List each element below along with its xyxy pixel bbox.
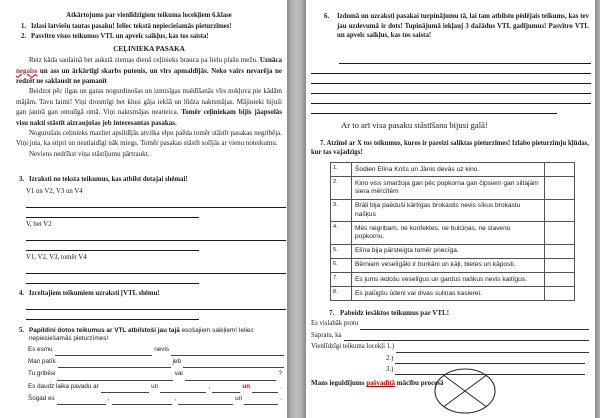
writing-line — [26, 207, 286, 208]
intro-task-item — [21, 22, 282, 32]
question-number: 4. — [19, 290, 25, 298]
row-number: 8. — [331, 287, 352, 301]
question-7-table-heading: 7. Atzīmē ar X tos teikumus, kuros ir pareizi saliktas pieturzīmes! Izlabo pieturzīmju kļūdas, kur tas vajadzīgs! — [311, 139, 589, 157]
question-label-rest: esošajiem saikļiem! Ieliec nepieciešamās pieturzīmes! — [29, 327, 254, 343]
completion-label: 2.) — [386, 354, 394, 362]
question-7b — [329, 308, 589, 318]
blank-line — [57, 395, 106, 405]
story-closing-sentence: Ar to arī visa pasaku stāstīšana bijusi galā! — [341, 119, 488, 130]
writing-line — [311, 84, 591, 94]
fill-text: Man patīk — [28, 357, 56, 365]
self-assessment-circle — [433, 367, 497, 415]
intro-item-text: Izlasi latviešu tautas pasaku! Ieliec tekstā nepieciešamās pieturzīmes! — [31, 23, 232, 30]
story-segment: Reiz kāda saulainā bet aukstā ziemas dienā ceļinieks brauca pa lielu plašu mežu. — [29, 56, 260, 65]
question-label: Pabeidz iesāktos teikumus par VTL! — [340, 309, 450, 318]
story-segment: un ass un ārkārtīgi skarbs putenis, un vīrs apmaldījās. Neko vairs nevarēja ne redzēt ne saklausīt ne pamanīt — [16, 66, 282, 85]
intro-item-number: 2. — [21, 32, 27, 40]
question-number: 6. — [324, 13, 330, 20]
row-sentence: Šodien Elīna Krišs un Jānis devās uz kino. — [352, 163, 545, 177]
table-row — [331, 244, 575, 258]
scheme-block — [26, 253, 282, 284]
mark-cell — [545, 199, 575, 221]
story-paragraph — [16, 55, 282, 86]
row-number: 2. — [331, 177, 352, 199]
story-segment: Nogurušais ceļinieks mazliet apsildījās atvilka elpu paēda tomēr stāstīt pasakas negribēja. Viņi juta, ka stipri un neatlaidīgi nāk miegs. Tomēr pasakas stāstīt solījās ar vienu noteikumu. — [16, 129, 282, 148]
spellcheck-word: pašvadītā — [366, 379, 396, 388]
story-paragraph — [16, 128, 282, 149]
table-row — [331, 287, 575, 301]
row-number: 1. — [331, 163, 352, 177]
caption-post: mācību procesā — [395, 379, 444, 388]
fill-text: . — [280, 382, 282, 390]
fill-text: un — [235, 394, 243, 402]
writing-line — [311, 74, 591, 84]
blank-line — [58, 358, 171, 368]
page-2[interactable] — [305, 0, 596, 418]
scheme-label: V1 un V2, V3 un V4 — [26, 188, 83, 196]
table-row — [331, 258, 575, 272]
blank-line — [57, 371, 172, 381]
blank-line — [396, 344, 589, 353]
fill-in-row — [26, 356, 284, 368]
question-6 — [324, 12, 589, 41]
completion-label: Vienlīdzīgi teikuma locekļi 1.) — [311, 343, 395, 351]
completion-line — [386, 353, 585, 364]
mark-cell — [545, 287, 575, 301]
fill-text: nevis — [154, 345, 169, 353]
blank-line — [360, 321, 589, 330]
table-row — [331, 222, 575, 244]
mark-cell — [545, 163, 575, 177]
scheme-block — [26, 187, 282, 218]
intro-task-item — [21, 32, 282, 42]
blank-line — [101, 383, 149, 393]
question-label-bold: Papildini dotos teikumus ar VTL atbilstoši jau tajā — [29, 327, 180, 335]
question-label: Izdomā un uzraksti pasakai turpinājumu tā, lai tam atbilstu pēdējais teikums, kas tev jau uzdevumā ir dots! Tupinājumā iekļauj 3 dažādus VTL gadījumus! Pasvītro VTL un apvelc saikļus, kas tos saista! — [337, 13, 589, 40]
intro-task-list — [16, 22, 282, 41]
question-5 — [16, 326, 282, 405]
worksheet-title: Atkārtojums par vienlīdzīgiem teikuma locekļiem 6.klase — [66, 12, 232, 19]
table-row — [331, 177, 575, 199]
writing-line — [311, 94, 591, 104]
story-segment: Uznāca — [259, 56, 282, 65]
table-row — [331, 273, 575, 287]
story-title: CEĻINIEKA PASAKA — [113, 45, 185, 54]
fill-in-row — [26, 368, 284, 380]
writing-line — [26, 273, 286, 274]
page-1[interactable] — [0, 0, 288, 418]
completion-line — [311, 330, 589, 341]
writing-line — [26, 217, 199, 218]
blank-line — [55, 346, 153, 356]
question-label — [29, 327, 282, 343]
row-sentence: Bērniem veselīgāki ir burkāni un kāļi, bietes un kāposti. — [352, 258, 545, 272]
row-number: 4. — [331, 222, 352, 244]
writing-line — [26, 283, 199, 284]
fill-text: un — [151, 382, 159, 390]
story-segment: Beidzot pēc ilgas un garas nogurdinošas un izmisīgas maldīšanās vīrs nokļuva pie kādām mājām. Tavu laimi! Viņi drosmīgi bet klusi gāja iekšā un lūdza naktsmājas. Mājinieki bijuši gan jautrā gan omulīgā omā. Viņi naktsmājas neatteica. — [16, 87, 282, 117]
story-text — [16, 55, 282, 159]
question-label: Izraksti no teksta teikumus, kas atbilst dotajai shēmai! — [29, 176, 188, 184]
story-segment: Neviens nedrīkst viņa stāstījumu pārtraukt. — [29, 149, 150, 158]
row-sentence: Kino viss smaržoja gan pēc popkorna gan čipsiem gan siltajām siera mērcītēm — [352, 177, 545, 199]
question-number: 5. — [19, 327, 25, 335]
fill-in-row — [26, 344, 284, 356]
row-sentence: Es palūgšu ūdeni vai divas suliņas kasierei. — [352, 287, 545, 301]
fill-text: . — [280, 394, 283, 402]
blank-line — [244, 395, 278, 405]
question-label: Izceltajiem teikumiem uzraksti [VTL shēmu! — [29, 290, 160, 298]
story-segment: Tomēr ceļiniekam bijis jāapsolās visu nakti stāstīt aizraujošas jeb interesantas pasakas. — [16, 108, 282, 127]
writing-line — [26, 250, 199, 251]
row-sentence: Es jums iedošu veselīgus un gardus našķus nevis kaitīgus. — [352, 273, 545, 287]
fill-text: , — [107, 394, 110, 402]
fill-text: , — [174, 394, 177, 402]
punctuation-table — [330, 162, 575, 301]
fill-text: Es daudz laika pavadu ar — [28, 382, 99, 390]
blank-line — [395, 355, 585, 364]
fill-in-row — [26, 381, 284, 393]
blank-line — [212, 383, 240, 393]
row-sentence: Mēs negribam, ne konfektes, ne bulciņas, ne slaveno popkornu. — [352, 222, 545, 244]
fill-text: vai — [174, 370, 183, 378]
blank-line — [252, 383, 278, 393]
writing-line — [311, 104, 557, 114]
question-3-heading — [19, 175, 282, 185]
fill-text: , — [208, 382, 211, 390]
red-conjunction: un — [242, 382, 251, 390]
row-number: 5. — [331, 244, 352, 258]
completion-label: Sapratu, ka — [311, 331, 342, 339]
answer-lines — [311, 54, 589, 114]
fill-text: jeb — [172, 357, 181, 365]
mark-cell — [545, 222, 575, 244]
question-4-heading — [19, 289, 282, 299]
writing-line — [26, 319, 199, 320]
mark-cell — [545, 244, 575, 258]
fill-text: Šogad es — [28, 394, 55, 402]
fill-in-row — [26, 393, 284, 405]
blank-line — [178, 395, 233, 405]
mark-cell — [545, 258, 575, 272]
fill-text: ? — [278, 370, 282, 378]
mark-cell — [545, 177, 575, 199]
completion-label: Es vislabāk protu — [311, 320, 359, 328]
caption-pre: Mans ieguldījums — [311, 379, 367, 388]
blank-line — [185, 371, 277, 381]
question-3 — [16, 175, 282, 284]
fill-text: Es esmu — [28, 345, 53, 353]
mark-cell — [545, 273, 575, 287]
completion-label: 3.) — [386, 366, 394, 374]
completion-line — [311, 318, 589, 329]
fill-in-rows — [16, 344, 282, 405]
row-number: 7. — [331, 273, 352, 287]
scheme-label: V1, V2, V3, tomēr V4 — [26, 254, 87, 262]
scheme-label: V, bet V2 — [26, 221, 52, 229]
question-number: 3. — [19, 176, 25, 184]
writing-line — [339, 54, 591, 64]
writing-line — [311, 64, 591, 74]
row-sentence: Elīna bija pārsteigta tomēr priecīga. — [352, 244, 545, 258]
fill-text: Tu gribēsi — [28, 370, 56, 378]
table-row — [331, 199, 575, 221]
table-row — [331, 163, 575, 177]
row-number: 6. — [331, 258, 352, 272]
story-paragraph — [16, 86, 282, 128]
writing-line — [26, 309, 286, 310]
scheme-block — [26, 220, 282, 251]
blank-line — [160, 383, 206, 393]
blank-line — [183, 358, 284, 368]
spellcheck-word: negaiss — [16, 66, 38, 75]
answer-lines — [26, 309, 282, 320]
blank-line — [112, 395, 173, 405]
question-number: 7. — [329, 309, 335, 318]
intro-item-text: Pasvītro visos teikumos VTL un apvelc saikļus, kas tos saista! — [31, 32, 209, 40]
blank-line — [171, 346, 284, 356]
intro-item-number: 1. — [21, 23, 27, 30]
story-paragraph — [16, 149, 282, 159]
scheme-list — [16, 187, 282, 284]
completion-line — [311, 341, 589, 352]
question-4 — [16, 289, 282, 320]
blank-line — [344, 332, 589, 341]
writing-line — [26, 240, 286, 241]
row-number: 3. — [331, 199, 352, 221]
row-sentence: Brāļi bija paēduši kārtīgas brokastis nevis sīkus brokastu našķus — [352, 199, 545, 221]
